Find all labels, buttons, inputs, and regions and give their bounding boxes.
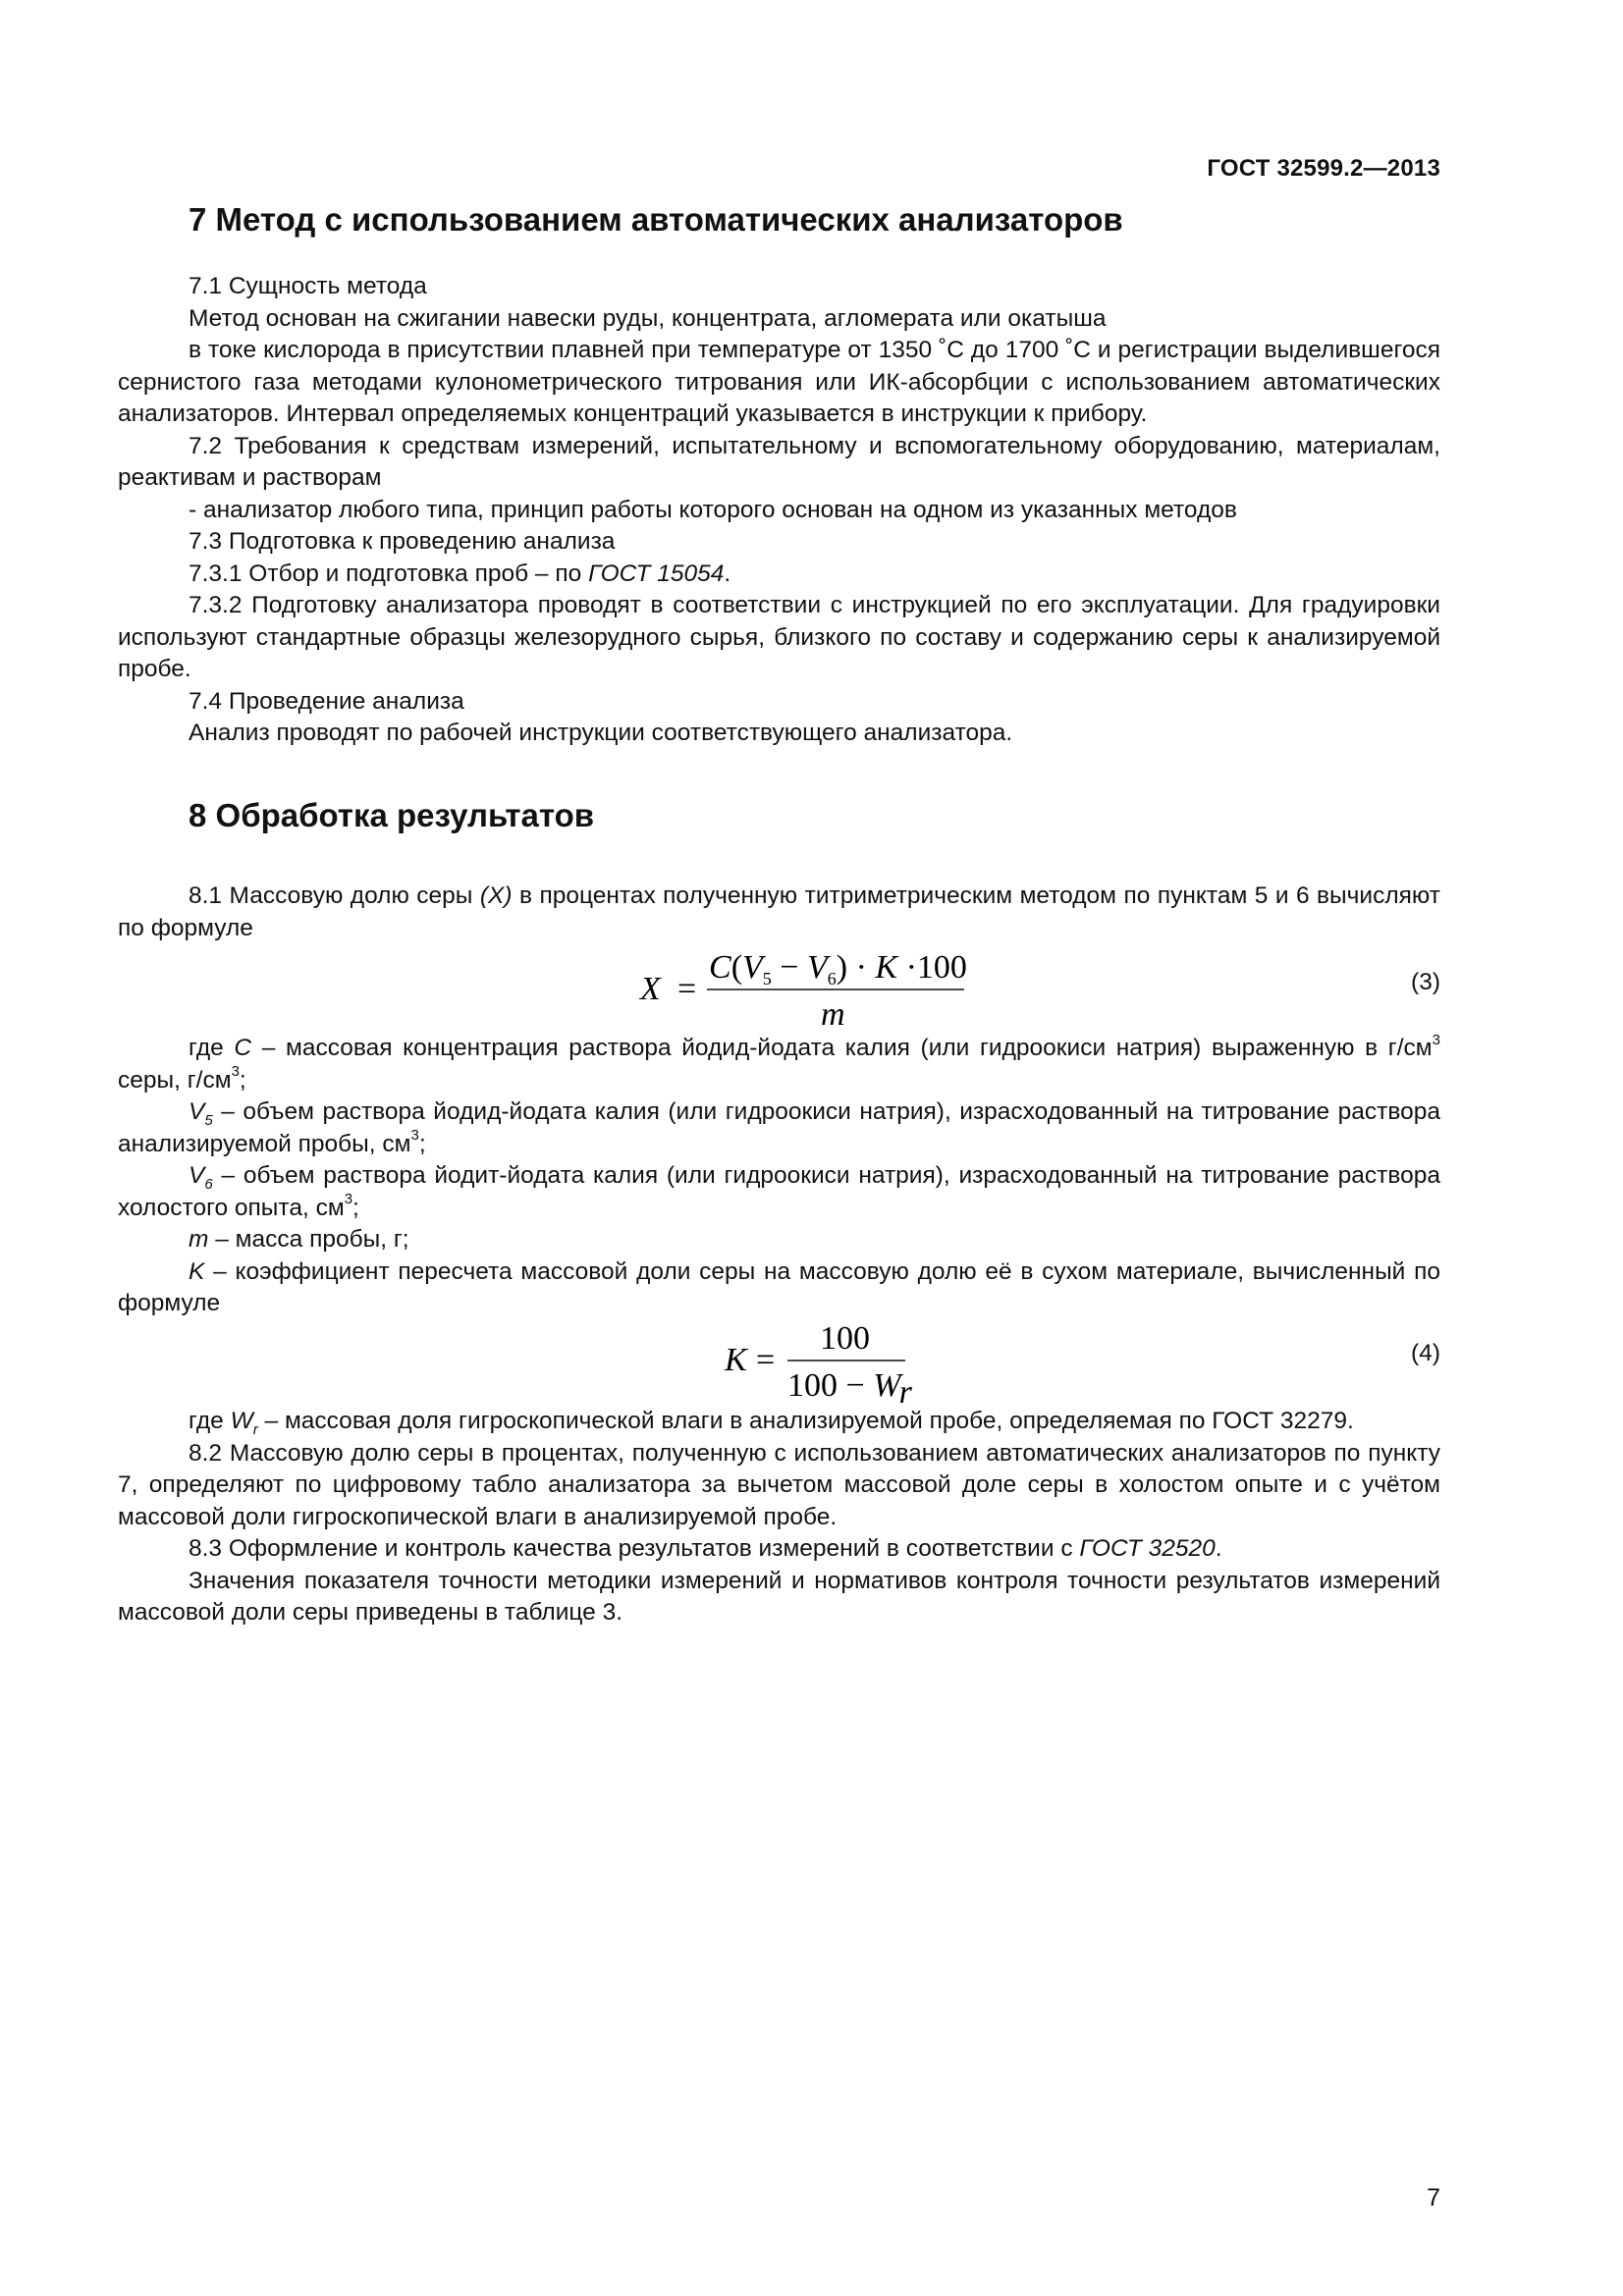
def-m: m – масса пробы, г; (189, 1226, 409, 1253)
para-7-4-body: Анализ проводят по рабочей инструкции соответствующего анализатора. (189, 720, 1013, 746)
section-8-rest (118, 1406, 1440, 1629)
para-7-1-intro: Метод основан на сжигании навески руды, концентрата, агломерата или окатыша (189, 304, 1107, 332)
gost-32520-ref: ГОСТ 32520 (1079, 1535, 1216, 1562)
page-number: 7 (1427, 2184, 1440, 2212)
var-w: $W_r$ (230, 1408, 258, 1438)
def-v5: $V_5$ – объем раствора йодид-йодата калия (или гидроокиси натрия), израсходованный на титрование раствора анализируемой пробы, $см^3$; (118, 1098, 1440, 1157)
formula-4-denominator: 100 − Wr (787, 1367, 912, 1404)
para-8-1-a: 8.1 Массовую долю серы (189, 882, 480, 909)
formula-4-eq: = (756, 1342, 776, 1378)
formula-4-graphic (118, 1315, 1440, 1404)
standard-code: ГОСТ 32599.2—2013 (1207, 155, 1440, 182)
para-7-2-item: - анализатор любого типа, принцип работы которого основан на одном из указанных методов (189, 496, 1237, 523)
formula-3-definitions (118, 1033, 1440, 1320)
var-v6: $V_6$ (189, 1162, 213, 1193)
formula-4 (118, 1315, 1440, 1404)
section-7-title: 7 Метод с использованием автоматических анализаторов (189, 201, 1123, 238)
para-8-3: 8.3 Оформление и контроль качества результатов измерений в соответствии с ГОСТ 32520. (189, 1535, 1222, 1562)
para-7-2: 7.2 Требования к средствам измерений, испытательному и вспомогательному оборудованию, материалам, реактивам и растворам (118, 432, 1440, 491)
para-7-3-2: 7.3.2 Подготовку анализатора проводят в соответствии с инструкцией по его эксплуатации. Для градуировки используют стандартные образцы железорудного сырья, близкого по составу и содержанию серы к анализируемой пробе. (118, 592, 1440, 682)
def-k: K – коэффициент пересчета массовой доли серы на массовую долю её в сухом материале, вычисленный по формуле (118, 1257, 1440, 1316)
para-8-1-text (118, 881, 1440, 944)
formula-3-numerator: $C(V_5 - V_6) \cdot K \cdot 100$ (709, 949, 967, 988)
para-7-3-1-end: . (724, 560, 731, 587)
var-x: (Х) (479, 882, 513, 909)
formula-3-denominator: m (821, 996, 845, 1033)
var-v5: $V_5$ (189, 1098, 213, 1129)
def-v6: $V_6$ – объем раствора йодит-йодата калия (или гидроокиси натрия), израсходованный на титрование раствора холостого опыта, $см^3$; (118, 1162, 1440, 1221)
para-7-3: 7.3 Подготовка к проведению анализа (189, 528, 616, 555)
para-7-3-1-text: 7.3.1 Отбор и подготовка проб – по (189, 560, 589, 587)
gost-15054-ref: ГОСТ 15054 (588, 560, 725, 587)
formula-3-graphic (118, 944, 1440, 1033)
para-8-1 (118, 881, 1440, 944)
def-c: где С – массовая концентрация раствора йодид-йодата калия (или гидроокиси натрия) выраженную в $г/см^3$ серы, $г/см^3$; (118, 1031, 1440, 1094)
para-8-2: 8.2 Массовую долю серы в процентах, полученную с использованием автоматических анализаторов по пункту 7, определяют по цифровому табло анализатора за вычетом массовой доле серы в холостом опыте и с учётом массовой доли гигроскопической влаги в анализируемой пробе. (118, 1439, 1440, 1530)
formula-4-number: (4) (1411, 1340, 1440, 1366)
var-k: K (189, 1257, 205, 1285)
para-8-3-body: Значения показателя точности методики измерений и нормативов контроля точности результатов измерений массовой доли серы приведены в таблице 3. (118, 1567, 1440, 1626)
para-7-3-1 (118, 559, 1440, 591)
section-8-title: 8 Обработка результатов (189, 797, 595, 833)
para-8-1-b: в процентах полученную титриметрическим методом по пунктам 5 и 6 вычисляют по формуле (118, 882, 1440, 941)
para-7-1-body: в токе кислорода в присутствии плавней при температуре от 1350 ˚С до 1700 ˚С и регистрации выделившегося сернистого газа методами кулонометрического титрования или ИК-абсорбции с использованием автоматических анализаторов. Интервал определяемых концентраций указывается в инструкции к прибору. (118, 337, 1440, 427)
para-7-4: 7.4 Проведение анализа (189, 687, 464, 715)
formula-3-eq: = (677, 971, 697, 1007)
para-7-1-title: 7.1 Сущность метода (189, 273, 427, 299)
section-7-body (118, 271, 1440, 750)
formula-3 (118, 944, 1440, 1033)
formula-3-number: (3) (1411, 969, 1440, 995)
var-m: m (189, 1226, 209, 1253)
formula-3-lhs: X (640, 971, 661, 1007)
formula-4-lhs: K (725, 1342, 747, 1378)
def-w: где $W_r$ – массовая доля гигроскопической влаги в анализируемой пробе, определяемая по ГОСТ 32279. (189, 1408, 1354, 1438)
var-c: С (234, 1035, 252, 1061)
formula-4-numerator: 100 (820, 1320, 870, 1357)
